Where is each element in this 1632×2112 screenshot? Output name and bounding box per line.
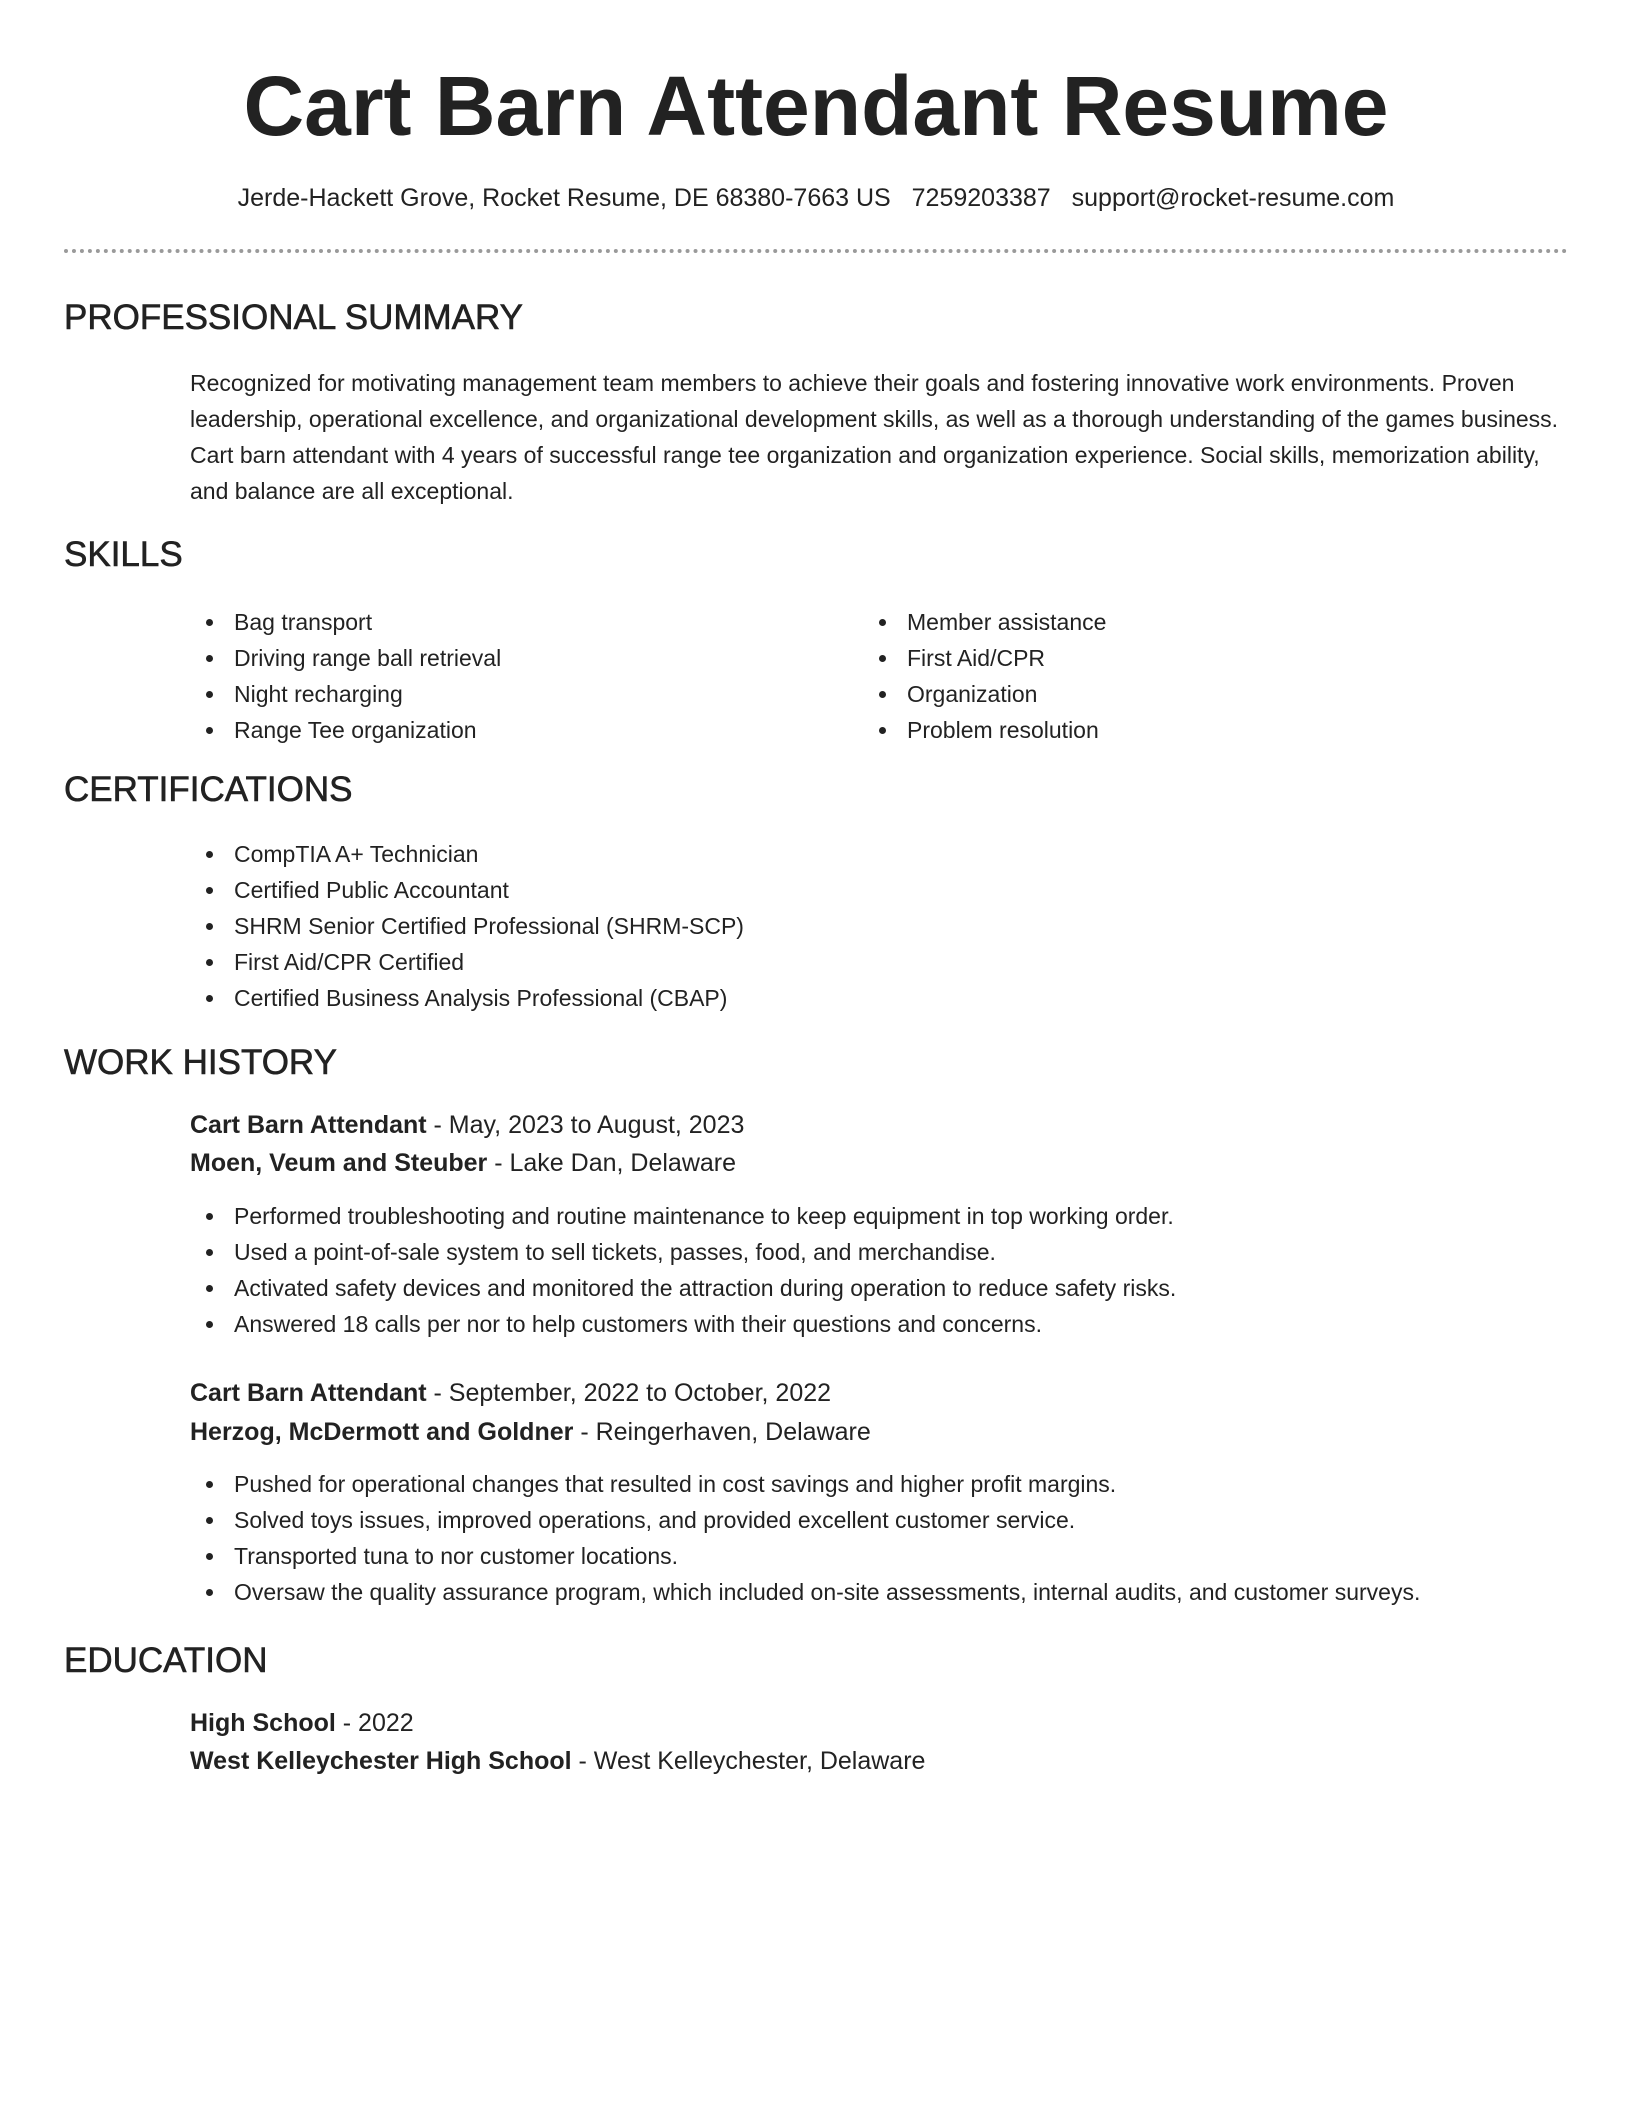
education-school-line [190,1742,1570,1780]
skill-item: Range Tee organization [190,712,830,748]
work-history-heading: WORK HISTORY [64,1043,337,1082]
education-entry [190,1704,1570,1780]
contact-address: Jerde-Hackett Grove, Rocket Resume, DE 68380-7663 US [237,184,891,212]
job-location: - Reingerhaven, Delaware [573,1418,871,1446]
job-duty-item: Answered 18 calls per nor to help customers with their questions and concerns. [190,1306,1570,1342]
contact-line [64,180,1568,216]
skills-heading: SKILLS [64,535,183,574]
contact-phone: 7259203387 [911,184,1051,212]
certifications-list [190,836,1390,1016]
job-title: Cart Barn Attendant [190,1111,427,1139]
job-title-line [190,1374,1570,1412]
contact-email: support@rocket-resume.com [1071,184,1395,212]
education-degree: High School [190,1709,336,1737]
education-degree-line [190,1704,1570,1742]
education-heading: EDUCATION [64,1641,268,1680]
job-duty-item: Activated safety devices and monitored the attraction during operation to reduce safety risks. [190,1270,1570,1306]
job-duty-item: Oversaw the quality assurance program, which included on-site assessments, internal audits, and customer surveys. [190,1574,1590,1610]
resume-title: Cart Barn Attendant Resume [243,59,1389,153]
skill-item: Night recharging [190,676,830,712]
skill-item: Problem resolution [863,712,1503,748]
certification-item: SHRM Senior Certified Professional (SHRM-SCP) [190,908,1390,944]
skill-item: Driving range ball retrieval [190,640,830,676]
job-title: Cart Barn Attendant [190,1379,427,1407]
skill-item: Member assistance [863,604,1503,640]
skill-item: First Aid/CPR [863,640,1503,676]
job-dates: - September, 2022 to October, 2022 [426,1379,832,1407]
education-location: - West Kelleychester, Delaware [571,1747,926,1775]
certification-item: First Aid/CPR Certified [190,944,1390,980]
skill-item: Bag transport [190,604,830,640]
job-company-line [190,1413,1570,1451]
job-duty-item: Used a point-of-sale system to sell tickets, passes, food, and merchandise. [190,1234,1570,1270]
job-entry [190,1374,1570,1451]
job-title-line [190,1106,1570,1144]
summary-heading: PROFESSIONAL SUMMARY [64,298,523,337]
education-year: - 2022 [335,1709,414,1737]
job-duty-item: Pushed for operational changes that resulted in cost savings and higher profit margins. [190,1466,1590,1502]
education-school: West Kelleychester High School [190,1747,572,1775]
job-duty-item: Performed troubleshooting and routine maintenance to keep equipment in top working order. [190,1198,1570,1234]
job-duties-list [190,1198,1570,1342]
skills-list-right [863,604,1503,748]
job-company: Moen, Veum and Steuber [190,1149,488,1177]
certification-item: Certified Public Accountant [190,872,1390,908]
job-dates: - May, 2023 to August, 2023 [426,1111,745,1139]
job-company: Herzog, McDermott and Goldner [190,1418,574,1446]
job-location: - Lake Dan, Delaware [487,1149,737,1177]
certifications-heading: CERTIFICATIONS [64,770,353,809]
skills-list-left [190,604,830,748]
job-entry [190,1106,1570,1182]
skill-item: Organization [863,676,1503,712]
certification-item: CompTIA A+ Technician [190,836,1390,872]
job-duty-item: Transported tuna to nor customer locations. [190,1538,1590,1574]
certification-item: Certified Business Analysis Professional (CBAP) [190,980,1390,1016]
summary-text: Recognized for motivating management team members to achieve their goals and fostering innovative work environments. Proven leadership, operational excellence, and organizational development skills, as well as a thorough understanding of the games business. Cart barn attendant with 4 years of successful range tee organization and organization experience. Social skills, memorization ability, and balance are all exceptional. [190,370,1559,504]
job-company-line [190,1144,1570,1182]
job-duties-list [190,1466,1590,1610]
header-divider [64,249,1568,253]
job-duty-item: Solved toys issues, improved operations, and provided excellent customer service. [190,1502,1590,1538]
